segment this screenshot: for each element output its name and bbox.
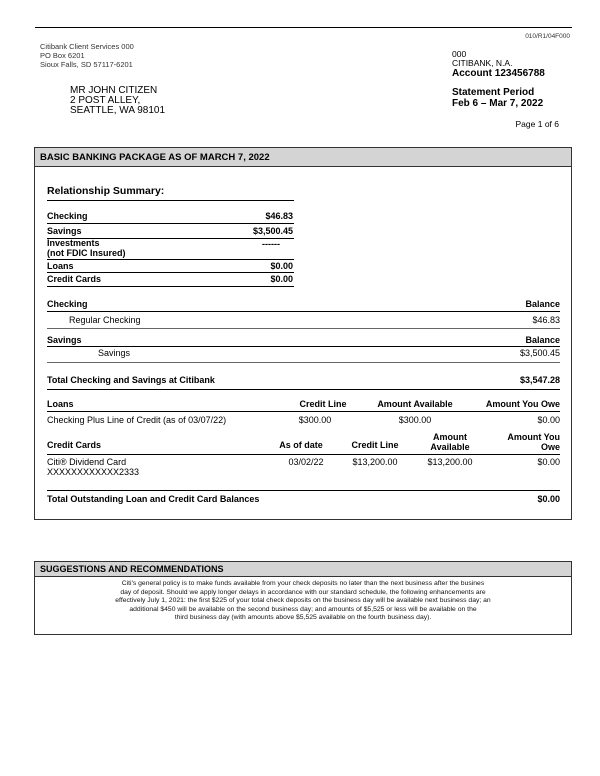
summary-rule <box>47 286 294 287</box>
bank-address-line: Sioux Falls, SD 57117-6201 <box>40 60 133 69</box>
savings-rule <box>47 346 560 347</box>
bank-address-line: PO Box 6201 <box>40 51 85 60</box>
checking-rule <box>47 311 560 312</box>
loans-header: Loans <box>47 399 74 409</box>
customer-line: 2 POST ALLEY, <box>70 95 141 106</box>
customer-line: SEATTLE, WA 98101 <box>70 105 166 116</box>
summary-rule <box>47 259 294 260</box>
cards-row-credit-line: $13,200.00 <box>352 457 398 467</box>
summary-rule <box>47 200 294 201</box>
savings-balance-label: Balance <box>525 335 560 345</box>
summary-value-checking: $46.83 <box>265 211 293 221</box>
savings-heading: Savings <box>47 335 82 345</box>
cards-available-header: Amount Available <box>430 432 470 452</box>
cards-row-owe: $0.00 <box>537 457 560 467</box>
suggestions-header: SUGGESTIONS AND RECOMMENDATIONS <box>35 562 571 577</box>
investments-sublabel: (not FDIC Insured) <box>47 247 126 258</box>
summary-title: Relationship Summary: <box>47 185 165 197</box>
summary-value-credit-cards: $0.00 <box>270 274 293 284</box>
cards-date-header: As of date <box>279 440 323 450</box>
summary-value-investments: ------ <box>262 239 280 249</box>
savings-rule <box>47 362 560 363</box>
total-cs-amount: $3,547.28 <box>519 375 560 385</box>
savings-amount: $3,500.45 <box>519 348 560 358</box>
total-outstanding-label: Total Outstanding Loan and Credit Card Balances <box>47 494 260 504</box>
suggestions-line: effectively July 1, 2021: the first $225 of your total check deposits on the business day will be available next business day; an <box>115 597 491 605</box>
cards-row-available: $13,200.00 <box>427 457 473 467</box>
summary-label-investments <box>47 239 126 258</box>
loans-credit-line-header: Credit Line <box>299 399 347 409</box>
form-code: 010/R1/04F000 <box>525 33 570 40</box>
cards-row-number: XXXXXXXXXXXX2333 <box>47 467 140 477</box>
loans-available-header: Amount Available <box>377 399 453 409</box>
suggestions-text <box>36 580 570 623</box>
bank-address <box>40 42 134 69</box>
cards-rule <box>47 454 560 455</box>
statement-period-label: Statement Period <box>452 87 535 98</box>
loans-owe-header: Amount You Owe <box>485 399 560 409</box>
cards-row-name: Citi® Dividend Card <box>47 457 127 467</box>
section-header: BASIC BANKING PACKAGE AS OF MARCH 7, 2022 <box>35 148 571 167</box>
cards-credit-line-header: Credit Line <box>351 440 399 450</box>
savings-item: Savings <box>98 348 131 358</box>
total-outstanding-amount: $0.00 <box>537 494 560 504</box>
cards-header: Credit Cards <box>47 440 102 450</box>
account-line2: CITIBANK, N.A. <box>452 58 513 68</box>
customer-line: MR JOHN CITIZEN <box>70 85 158 96</box>
loans-row-available: $300.00 <box>398 415 432 425</box>
summary-label-checking: Checking <box>47 211 88 221</box>
summary-label-savings: Savings <box>47 226 82 236</box>
summary-rule <box>47 223 294 224</box>
total-cs-rule <box>47 389 560 390</box>
account-number: Account 123456788 <box>452 68 545 79</box>
summary-value-loans: $0.00 <box>270 261 293 271</box>
checking-item: Regular Checking <box>69 315 141 325</box>
loans-row-credit-line: $300.00 <box>298 415 332 425</box>
suggestions-line: Citi's general policy is to make funds available from your check deposits no later than the next business after the busines <box>121 580 485 587</box>
suggestions-line: third business day (with amounts above $5,525 available on the fourth business day). <box>174 614 432 622</box>
total-outstanding-rule <box>47 490 560 491</box>
summary-rule <box>47 272 294 273</box>
statement-period-value: Feb 6 – Mar 7, 2022 <box>452 98 544 109</box>
loans-row-owe: $0.00 <box>537 415 560 425</box>
loans-rule <box>47 411 560 412</box>
suggestions-line: day of deposit. Should we apply longer delays in accordance with our standard schedule, the following enhancements are <box>120 588 486 596</box>
page-number: Page 1 of 6 <box>515 119 559 129</box>
cards-owe-header: Amount You Owe <box>507 432 560 452</box>
summary-label-credit-cards: Credit Cards <box>47 274 102 284</box>
cards-row-date: 03/02/22 <box>288 457 324 467</box>
investments-label: Investments <box>47 238 100 248</box>
bank-address-line: Citibank Client Services 000 <box>40 42 134 51</box>
checking-rule <box>47 328 560 329</box>
suggestions-line: additional $450 will be available on the second business day; and amounts of $5,525 or less will be available on the <box>129 605 477 613</box>
total-cs-label: Total Checking and Savings at Citibank <box>47 375 215 385</box>
checking-amount: $46.83 <box>532 315 560 325</box>
checking-heading: Checking <box>47 299 88 309</box>
statement-period <box>452 87 543 109</box>
customer-address <box>70 86 165 116</box>
checking-balance-label: Balance <box>525 299 560 309</box>
summary-value-savings: $3,500.45 <box>252 226 293 236</box>
account-line1: 000 <box>452 49 467 59</box>
summary-label-loans: Loans <box>47 261 74 271</box>
top-rule <box>35 27 572 28</box>
loans-row-name: Checking Plus Line of Credit (as of 03/07/22) <box>47 415 227 425</box>
account-block <box>452 50 545 79</box>
